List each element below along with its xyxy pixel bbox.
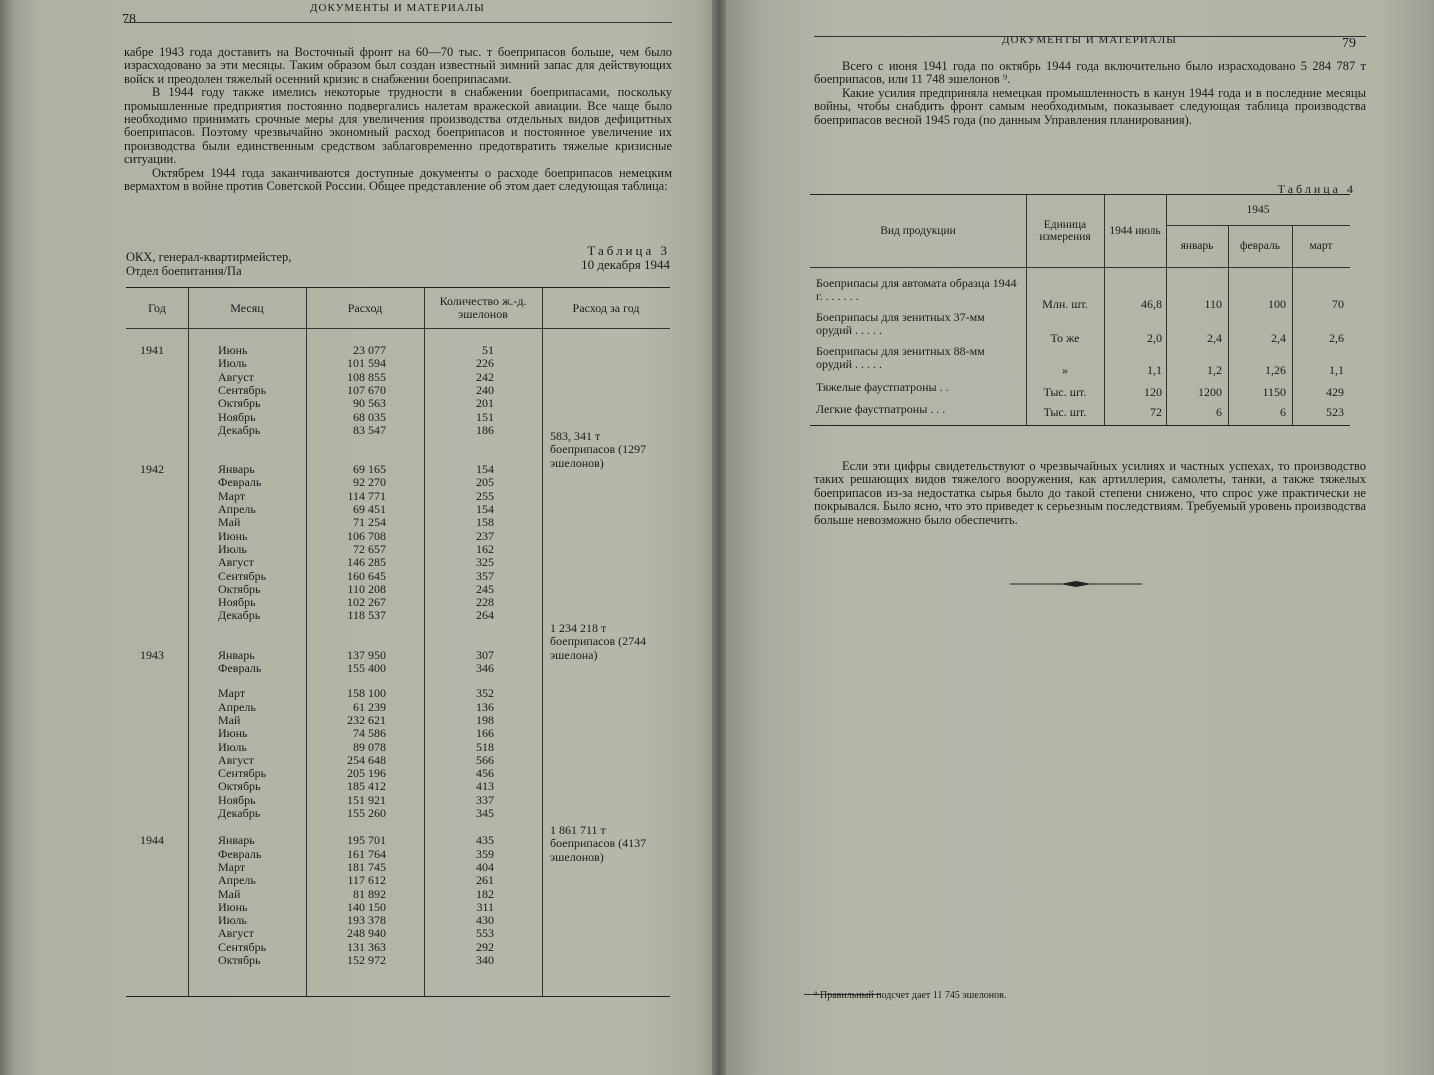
table-cell-year [140, 411, 180, 424]
table-cell-unit: Млн. шт. [1042, 297, 1088, 311]
table-cell-year [140, 424, 180, 437]
table-cell-year [140, 476, 180, 489]
table-caption [500, 244, 670, 272]
table-cell-month: Август [218, 752, 254, 767]
table-cell-jul44: 120 [1144, 385, 1162, 399]
header-trains: Количество ж.-д. эшелонов [439, 294, 527, 321]
table-cell-trains: 435 [476, 833, 494, 848]
table-cell-trains: 340 [476, 953, 494, 967]
table-cell-cons: 181 745 [347, 859, 386, 874]
table-cell-cons: 114 771 [347, 488, 386, 503]
table-cell-trains: 359 [476, 846, 494, 861]
table-cell-jan: 2,4 [1207, 331, 1222, 345]
running-head: ДОКУМЕНТЫ И МАТЕРИАЛЫ [310, 2, 485, 14]
table-cell-cons: 107 670 [347, 382, 386, 397]
table-cell-jan: 1200 [1198, 385, 1222, 399]
table-cell-cons: 254 648 [347, 752, 386, 767]
table-cell-year [140, 701, 180, 714]
table-cell-trains: 566 [476, 752, 494, 767]
table-cell-month: Май [218, 886, 241, 901]
table-cell-mar: 523 [1326, 405, 1344, 419]
header-rule [814, 36, 1366, 37]
paragraph: Какие усилия предприняла немецкая промышленность в канун 1944 года и в последние месяцы войны, чтобы снабдить фронт самым необходимым, показывает следующая таблица производства боеприпасов весной 1945 года (по данным Управления планирования). [814, 85, 1366, 127]
table-cell-cons: 155 260 [347, 806, 386, 820]
table-cell-trains: 518 [476, 739, 494, 754]
header-year: Год [148, 300, 166, 315]
table-cell-trains: 404 [476, 859, 494, 874]
table-cell-year [140, 583, 180, 596]
table-cell-month: Июнь [218, 528, 248, 543]
table-cell-cons: 69 451 [353, 502, 386, 516]
header-1945: 1945 [1246, 203, 1270, 216]
table-cell-year [140, 901, 180, 914]
table-cell-trains: 228 [476, 595, 494, 610]
product-name: Боеприпасы для зенитных 37-мм орудий . . . . . [816, 310, 985, 337]
table-cell-cons: 81 892 [353, 886, 386, 901]
table-cell-year [140, 609, 180, 622]
table-cell-cons: 118 537 [347, 608, 386, 623]
table-cell-cons: 146 285 [347, 555, 386, 570]
table-cell-cons: 140 150 [347, 899, 386, 914]
table-cell-year [140, 357, 180, 370]
table-cell-cons: 195 701 [347, 833, 386, 848]
table-cell-trains: 245 [476, 581, 494, 596]
table-cell-year [140, 556, 180, 569]
table-cell-cons: 161 764 [347, 846, 386, 861]
table-cell-month: Август [218, 555, 254, 570]
table-cell-jan: 110 [1204, 297, 1222, 311]
table-cell-month: Сентябрь [218, 382, 267, 397]
running-head: ДОКУМЕНТЫ И МАТЕРИАЛЫ [1002, 34, 1177, 46]
table-cell-trains: 255 [476, 488, 494, 503]
table-cell-year [140, 503, 180, 516]
table-cell-year [140, 371, 180, 384]
table-cell-jul44: 2,0 [1147, 331, 1162, 345]
table-cell-month: Декабрь [218, 608, 261, 623]
table-cell-month: Декабрь [218, 422, 261, 437]
table-cell-month: Февраль [218, 661, 262, 675]
paragraph: Если эти цифры свидетельствуют о чрезвычайных усилиях и частных успехах, то производство таких решающих видов тяжелого вооружения, как артиллерия, самолеты, танки, а также тяжелых боеприпасов из-за недостатка сырья было до такой степени снижено, что спрос уже практически не покрывался. Было ясно, что это приведет к серьезным последствиям. Требуемый уровень производства больше невозможно было обеспечить. [814, 459, 1366, 527]
table-cell-cons: 68 035 [353, 409, 386, 424]
production-table [810, 194, 1350, 426]
table-cell-year [140, 397, 180, 410]
table-cell-month: Октябрь [218, 779, 261, 794]
table-cell-year [140, 927, 180, 940]
table-cell-year [140, 807, 180, 820]
table-cell-trains: 413 [476, 779, 494, 794]
table-cell-trains: 292 [476, 939, 494, 954]
table-cell-month: Январь [218, 462, 255, 477]
table-cell-year [140, 861, 180, 874]
consumption-table [126, 287, 670, 997]
table-cell-year: 1943 [140, 647, 164, 662]
table-cell-cons: 152 972 [347, 953, 386, 967]
table-cell-trains: 151 [476, 409, 494, 424]
table-cell-month: Март [218, 859, 246, 874]
table-cell-trains: 242 [476, 369, 494, 384]
page-number: 78 [122, 12, 136, 27]
table-cell-cons: 72 657 [353, 541, 386, 556]
table-cell-cons: 248 940 [347, 926, 386, 941]
header-consumption: Расход [347, 300, 383, 315]
header-january: январь [1180, 239, 1214, 252]
column-rule [188, 288, 189, 996]
table-cell-feb: 6 [1280, 405, 1286, 419]
table-cell-trains: 166 [476, 726, 494, 741]
table-cell-year [140, 741, 180, 754]
table-label: Таблица 3 [587, 243, 670, 258]
table-cell-month: Август [218, 369, 254, 384]
paragraph: Всего с июня 1941 года по октябрь 1944 года включительно было израсходовано 5 284 787 т боеприпасов, или 11 748 эшелонов ⁹. [814, 59, 1366, 87]
table-date: 10 декабря 1944 [581, 257, 670, 272]
table-cell-cons: 117 612 [347, 873, 386, 888]
table-cell-unit: Тыс. шт. [1043, 405, 1087, 419]
body-text [124, 46, 672, 193]
table-cell-trains: 240 [476, 382, 494, 397]
table-cell-trains: 337 [476, 792, 494, 807]
table-cell-trains: 430 [476, 913, 494, 928]
table-cell-month: Март [218, 686, 246, 701]
table-cell-cons: 101 594 [347, 356, 386, 371]
table-cell-feb: 1,26 [1265, 363, 1286, 377]
product-name: Тяжелые фаустпатроны . . [816, 380, 949, 394]
table-cell-cons: 185 412 [347, 779, 386, 794]
column-rule [542, 288, 543, 996]
table-cell-cons: 23 077 [353, 343, 386, 357]
table-cell-trains: 154 [476, 462, 494, 477]
table-cell-trains: 186 [476, 422, 494, 437]
table-cell-feb: 1150 [1262, 385, 1286, 399]
table-cell-year [140, 530, 180, 543]
header-year-total: Расход за год [572, 300, 640, 315]
table-cell-unit: Тыс. шт. [1043, 385, 1087, 399]
table-cell-month: Июнь [218, 899, 248, 914]
table-cell-trains: 261 [476, 873, 494, 888]
table-cell-cons: 108 855 [347, 369, 386, 384]
table-cell-trains: 226 [476, 356, 494, 371]
table-cell-year [140, 914, 180, 927]
table-cell-month: Сентябрь [218, 939, 267, 954]
table-cell-cons: 92 270 [353, 475, 386, 490]
table-cell-unit: » [1062, 363, 1068, 377]
table-cell-month: Январь [218, 833, 255, 848]
table-cell-jul44: 1,1 [1147, 363, 1162, 377]
conclusion-text [814, 460, 1366, 527]
year-total: 1 861 711 т боеприпасов (4137 эшелонов) [550, 823, 647, 864]
table-cell-year [140, 954, 180, 967]
table-cell-month: Сентябрь [218, 568, 267, 583]
book-gutter [712, 0, 726, 1075]
table-cell-jul44: 72 [1150, 405, 1162, 419]
table-cell-year [140, 570, 180, 583]
table-cell-cons: 232 621 [347, 712, 386, 727]
table-cell-cons: 160 645 [347, 568, 386, 583]
footnote: ⁹ Правильный подсчет дает 11 745 эшелонов. [814, 990, 1007, 1001]
table-cell-cons: 131 363 [347, 939, 386, 954]
table-cell-cons: 74 586 [353, 726, 386, 741]
table-cell-trains: 51 [482, 343, 494, 357]
body-text [814, 60, 1366, 127]
table-cell-cons: 61 239 [353, 699, 386, 714]
table-cell-trains: 205 [476, 475, 494, 490]
table-cell-month: Апрель [218, 699, 256, 714]
table-cell-trains: 345 [476, 806, 494, 820]
table-cell-year [140, 662, 180, 675]
table-cell-year [140, 516, 180, 529]
table-cell-trains: 357 [476, 568, 494, 583]
column-rule [306, 288, 307, 996]
table-cell-month: Май [218, 515, 241, 530]
table-cell-year [140, 727, 180, 740]
header-rule [124, 22, 672, 23]
table-cell-year [140, 767, 180, 780]
table-cell-year [140, 687, 180, 700]
table-cell-cons: 151 921 [347, 792, 386, 807]
table-cell-year [140, 596, 180, 609]
table-cell-year [140, 543, 180, 556]
page-number: 79 [1342, 36, 1356, 51]
table-cell-mar: 429 [1326, 385, 1344, 399]
table-cell-jan: 6 [1216, 405, 1222, 419]
table-cell-trains: 201 [476, 396, 494, 411]
table-cell-cons: 71 254 [353, 515, 386, 530]
table-cell-trains: 311 [476, 899, 494, 914]
table-cell-feb: 2,4 [1271, 331, 1286, 345]
table-cell-jan: 1,2 [1207, 363, 1222, 377]
table-cell-cons: 110 208 [347, 581, 386, 596]
table-cell-month: Июль [218, 541, 247, 556]
table-cell-year: 1944 [140, 833, 164, 848]
table-cell-month: Июнь [218, 343, 248, 357]
table-cell-year [140, 384, 180, 397]
table-cell-cons: 69 165 [353, 462, 386, 477]
table-source-line: Отдел боепитания/Па [126, 264, 242, 278]
table-cell-year [140, 874, 180, 887]
table-cell-year [140, 780, 180, 793]
table-cell-cons: 90 563 [353, 396, 386, 411]
table-cell-trains: 154 [476, 502, 494, 516]
table-cell-year [140, 754, 180, 767]
table-cell-month: Ноябрь [218, 792, 256, 807]
header-product: Вид продукции [880, 224, 956, 237]
table-cell-month: Декабрь [218, 806, 261, 820]
header-unit: Единица измерения [1039, 218, 1091, 243]
table-cell-cons: 137 950 [347, 647, 386, 662]
table-cell-month: Октябрь [218, 396, 261, 411]
table-cell-month: Февраль [218, 846, 262, 861]
table-cell-cons: 205 196 [347, 766, 386, 781]
table-cell-mar: 1,1 [1329, 363, 1344, 377]
table-cell-cons: 193 378 [347, 913, 386, 928]
table-cell-month: Март [218, 488, 246, 503]
table-cell-year [140, 848, 180, 861]
product-name: Легкие фаустпатроны . . . [816, 402, 946, 416]
table-cell-cons: 106 708 [347, 528, 386, 543]
table-cell-cons: 89 078 [353, 739, 386, 754]
table-cell-month: Май [218, 712, 241, 727]
table-cell-trains: 264 [476, 608, 494, 623]
table-cell-year [140, 490, 180, 503]
table-cell-cons: 158 100 [347, 686, 386, 701]
table-cell-trains: 162 [476, 541, 494, 556]
table-cell-trains: 182 [476, 886, 494, 901]
table-cell-feb: 100 [1268, 297, 1286, 311]
table-cell-trains: 136 [476, 699, 494, 714]
table-cell-month: Июнь [218, 726, 248, 741]
table-cell-trains: 346 [476, 661, 494, 675]
product-name: Боеприпасы для зенитных 88-мм орудий . . . . . [816, 344, 985, 371]
table-cell-trains: 307 [476, 647, 494, 662]
table-cell-year: 1942 [140, 462, 164, 477]
table-cell-trains: 325 [476, 555, 494, 570]
table-cell-year [140, 941, 180, 954]
paragraph: В 1944 году также имелись некоторые трудности в снабжении боеприпасами, поскольку промышленные предприятия постоянно подвергались налетам вражеской авиации. Все чаще было необходимо принимать срочные меры для увеличения производства отдельных видов дефицитных боеприпасов. Поэтому чрезвычайно экономный расход боеприпасов и постоянное увеличение их производства были единственным средством заблаговременно предотвратить тяжелые кризисные ситуации. [124, 85, 672, 167]
table-cell-trains: 553 [476, 926, 494, 941]
header-march: март [1309, 239, 1333, 252]
table-cell-mar: 2,6 [1329, 331, 1344, 345]
table-cell-month: Июль [218, 739, 247, 754]
table-cell-month: Ноябрь [218, 595, 256, 610]
table-cell-month: Октябрь [218, 953, 261, 967]
table-cell-trains: 158 [476, 515, 494, 530]
table-cell-month: Ноябрь [218, 409, 256, 424]
table-cell-month: Октябрь [218, 581, 261, 596]
table-cell-cons: 83 547 [353, 422, 386, 437]
table-cell-month: Февраль [218, 475, 262, 490]
table-cell-trains: 456 [476, 766, 494, 781]
table-cell-trains: 198 [476, 712, 494, 727]
header-rule [810, 267, 1350, 268]
table-cell-year [140, 714, 180, 727]
header-month: Месяц [230, 300, 264, 315]
right-page [720, 0, 1434, 1075]
header-february: февраль [1240, 239, 1280, 252]
paragraph: Октябрем 1944 года заканчиваются доступные документы о расходе боеприпасов немецким вермахтом в войне против Советской России. Общее представление об этом дает следующая таблица: [124, 165, 672, 194]
table-cell-year [140, 794, 180, 807]
table-cell-month: Январь [218, 647, 255, 662]
table-cell-month: Август [218, 926, 254, 941]
table-cell-unit: То же [1050, 331, 1080, 345]
year-total: 583, 341 т боеприпасов (1297 эшелонов) [550, 429, 647, 470]
column-rule [424, 288, 425, 996]
table-cell-jul44: 46,8 [1141, 297, 1162, 311]
table-cell-year [140, 888, 180, 901]
table-label: Таблица 4 [1277, 182, 1356, 196]
table-cell-month: Апрель [218, 873, 256, 888]
year-total: 1 234 218 т боеприпасов (2744 эшелона) [550, 621, 647, 662]
table-cell-cons: 155 400 [347, 661, 386, 675]
table-cell-year: 1941 [140, 343, 164, 357]
table-cell-mar: 70 [1332, 297, 1344, 311]
table-source [126, 250, 291, 278]
table-source-line: ОКХ, генерал-квартирмейстер, [126, 250, 292, 264]
paragraph: кабре 1943 года доставить на Восточный фронт на 60—70 тыс. т боеприпасов больше, чем было израсходовано за эти месяцы. Таким образом был создан известный зимний запас для действующих войск и преодолен тяжелый осенний кризис в снабжении боеприпасами. [124, 45, 672, 86]
table-cell-trains: 237 [476, 528, 494, 543]
table-cell-cons: 102 267 [347, 595, 386, 610]
section-ornament [1010, 578, 1142, 590]
table-cell-trains: 352 [476, 686, 494, 701]
table-cell-month: Сентябрь [218, 766, 267, 781]
table-cell-month: Июль [218, 356, 247, 371]
header-july-1944: 1944 июль [1109, 224, 1161, 237]
table-cell-month: Апрель [218, 502, 256, 516]
product-name: Боеприпасы для автомата образца 1944 г. . . . . . . [816, 276, 1017, 303]
table-cell-month: Июль [218, 913, 247, 928]
